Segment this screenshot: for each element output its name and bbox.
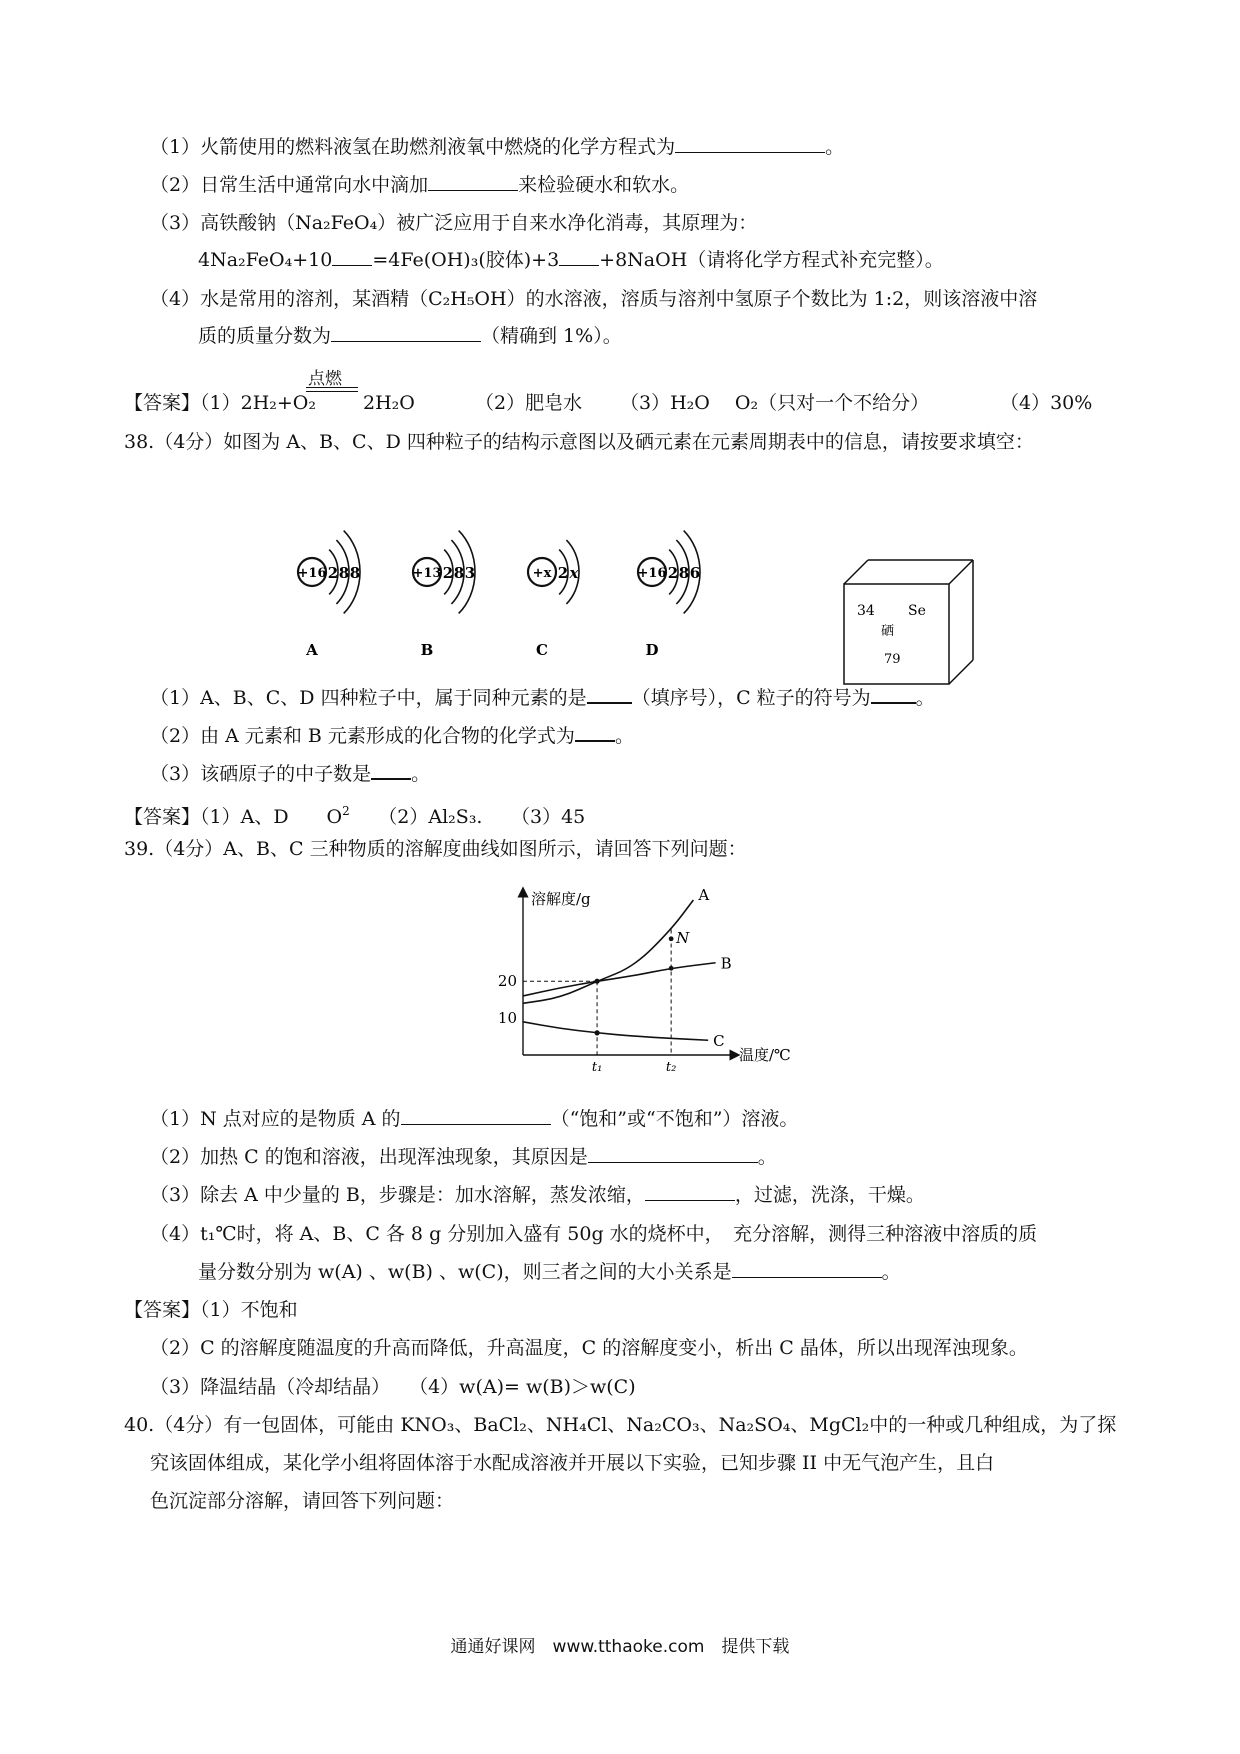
q38-part3: （3）该硒原子的中子数是 。 [150, 760, 430, 787]
atom-diagram [638, 531, 701, 659]
q39-part4-cont: 量分数分别为 w(A) 、w(B) 、w(C)，则三者之间的大小关系是 。 [198, 1261, 901, 1283]
q37-answer-3: （3）H₂O O₂（只对一个不给分） [620, 392, 930, 414]
q37-part4-cont: 质的质量分数为 （精确到 1%）。 [198, 325, 622, 347]
element-name: 硒 [881, 624, 895, 639]
y-tick-label: 20 [497, 972, 517, 991]
atom-label: A [306, 641, 318, 659]
shell-electron-count: 8 [453, 564, 465, 582]
q38-part1: （1）A、B、C、D 四种粒子中，属于同种元素的是 （填序号），C 粒子的符号为 。 [150, 684, 935, 711]
element-symbol: Se [908, 603, 926, 619]
series-label-C: C [713, 1032, 725, 1051]
q39-answer-2: （2）C 的溶解度随温度的升高而降低，升高温度，C 的溶解度变小，析出 C 晶体，所以出现浑浊现象。 [150, 1337, 1028, 1359]
q37-part3: （3）高铁酸钠（Na₂FeO₄）被广泛应用于自来水净化消毒，其原理为： [150, 212, 758, 234]
series-label-A: A [698, 886, 710, 904]
atom-diagram [528, 540, 580, 659]
shell-electron-count: 6 [689, 564, 701, 582]
answer-blank[interactable] [401, 1106, 551, 1125]
q39-part3: （3）除去 A 中少量的 B，步骤是：加水溶解，蒸发浓缩， ，过滤，洗涤，干燥。 [150, 1184, 925, 1206]
shell-electron-count: 8 [338, 564, 350, 582]
nucleus-charge: +13 [412, 566, 442, 581]
atom-diagram [298, 531, 361, 659]
curve-A [523, 900, 693, 1003]
q39-answer-3: （3）降温结晶（冷却结晶） （4）w(A)= w(B)＞w(C) [150, 1376, 636, 1398]
q37-answer-4: （4）30% [1000, 392, 1093, 414]
q39-part2: （2）加热 C 的饱和溶液，出现浑浊现象，其原因是 。 [150, 1146, 777, 1168]
nucleus-charge: +16 [297, 566, 327, 581]
page-footer: 通通好课网 www.tthaoke.com 提供下载 [450, 1637, 790, 1657]
q40-cont1: 究该固体组成，某化学小组将固体溶于水配成溶液并开展以下实验，已知步骤 II 中无气泡产生，且白 [150, 1452, 995, 1474]
q37-answer-2: （2）肥皂水 [475, 392, 583, 414]
atom-diagram [413, 531, 476, 659]
q37-part1: （1）火箭使用的燃料液氢在助燃剂液氧中燃烧的化学方程式为 。 [150, 136, 845, 158]
shell-electron-count: x [569, 564, 579, 582]
shell-electron-count: 8 [349, 564, 361, 582]
x-axis-label: 温度/℃ [739, 1046, 791, 1064]
q39-title: 39.（4分）A、B、C 三种物质的溶解度曲线如图所示，请回答下列问题： [124, 838, 747, 860]
q38-title: 38.（4分）如图为 A、B、C、D 四种粒子的结构示意图以及硒元素在元素周期表中的信息，请按要求填空： [124, 431, 1034, 453]
y-axis-label: 溶解度/g [531, 890, 591, 908]
atomic-number: 34 [857, 603, 875, 619]
answer-blank[interactable] [587, 684, 632, 704]
answer-blank[interactable] [675, 134, 825, 153]
atom-label: B [420, 641, 434, 659]
atomic-mass: 79 [884, 652, 901, 667]
shell-electron-count: 2 [557, 564, 569, 582]
q39-part1: （1）N 点对应的是物质 A 的 （“饱和”或“不饱和”）溶液。 [150, 1108, 799, 1130]
atom-label: C [536, 641, 548, 659]
annotation-label: N [676, 928, 690, 947]
answer-blank[interactable] [428, 172, 518, 191]
q37-equation: 4Na₂FeO₄+10 =4Fe(OH)₃(胶体)+3 +8NaOH（请将化学方程式补充完整）。 [198, 249, 944, 271]
answer-blank[interactable] [588, 1144, 758, 1163]
series-label-B: B [720, 954, 732, 973]
point-b-t2 [669, 966, 674, 971]
nucleus-charge: +x [532, 566, 552, 581]
reaction-condition: 点燃 [308, 369, 342, 389]
solubility-chart [475, 880, 791, 1090]
answer-blank[interactable] [332, 247, 372, 266]
periodic-table-cell [844, 560, 973, 684]
atom-diagrams [290, 520, 990, 690]
q39-answer: 【答案】（1）不饱和 [124, 1299, 298, 1321]
q37-part2: （2）日常生活中通常向水中滴加 来检验硬水和软水。 [150, 174, 690, 196]
x-tick-label: t₁ [591, 1060, 603, 1075]
nucleus-charge: +16 [637, 566, 667, 581]
answer-blank[interactable] [331, 323, 481, 342]
point-c-t1 [594, 1030, 599, 1035]
shell-electron-count: 3 [464, 564, 476, 582]
curve-B [523, 963, 716, 996]
shell-electron-count: 2 [667, 564, 679, 582]
q39-part4: （4）t₁℃时，将 A、B、C 各 8 g 分别加入盛有 50g 水的烧杯中， 充分溶解，测得三种溶液中溶质的质 [150, 1223, 1038, 1245]
y-tick-label: 10 [497, 1009, 517, 1028]
q37-answer-1b: 2H₂O [363, 392, 415, 414]
answer-blank[interactable] [559, 247, 599, 266]
answer-blank[interactable] [732, 1259, 882, 1278]
shell-electron-count: 2 [327, 564, 339, 582]
point-n [669, 936, 674, 941]
answer-blank[interactable] [645, 1182, 735, 1201]
q40-cont2: 色沉淀部分溶解，请回答下列问题： [150, 1490, 455, 1512]
q37-answer: 【答案】（1）2H₂+O₂ [124, 392, 316, 414]
curve-C [523, 1022, 708, 1040]
x-tick-label: t₂ [665, 1060, 677, 1075]
answer-blank[interactable] [371, 760, 411, 780]
atom-label: D [645, 641, 659, 659]
q37-part4: （4）水是常用的溶剂，某酒精（C₂H₅OH）的水溶液，溶质与溶剂中氢原子个数比为 1:2，则该溶液中溶 [150, 288, 1038, 310]
answer-blank[interactable] [871, 684, 916, 704]
shell-electron-count: 8 [678, 564, 690, 582]
intersection-point [594, 979, 599, 984]
q38-answer: 【答案】（1）A、D $O^2$ （2）Al₂S₃. （3）45 [124, 804, 586, 828]
shell-electron-count: 2 [442, 564, 454, 582]
answer-blank[interactable] [575, 722, 615, 742]
q40-title: 40.（4分）有一包固体，可能由 KNO₃、BaCl₂、NH₄Cl、Na₂CO₃、Na₂SO₄、MgCl₂中的一种或几种组成，为了探 [124, 1414, 1117, 1436]
q38-part2: （2）由 A 元素和 B 元素形成的化合物的化学式为 。 [150, 722, 634, 749]
